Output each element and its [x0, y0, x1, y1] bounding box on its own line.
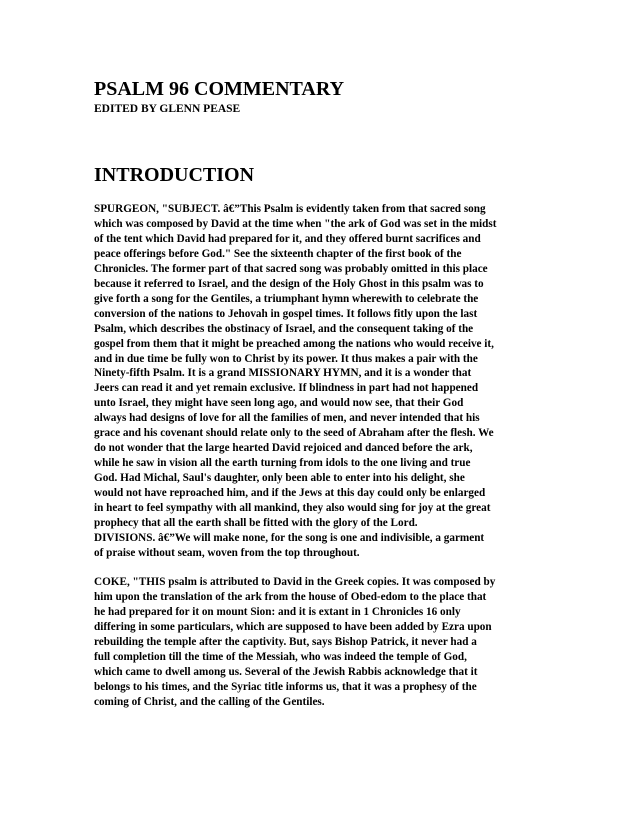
- paragraph-line: because it referred to Israel, and the design of the Holy Ghost in this psalm was to: [94, 277, 484, 290]
- paragraphs-container: [94, 202, 554, 709]
- paragraph-line: differing in some particulars, which are supposed to have been added by Ezra upon: [94, 620, 492, 633]
- paragraph-line: DIVISIONS. â€”We will make none, for the song is one and indivisible, a garment: [94, 531, 485, 544]
- document-page: [94, 78, 554, 709]
- paragraph-line: in heart to feel sympathy with all mankind, they also would sing for joy at the great: [94, 502, 491, 515]
- paragraph-line: which came to dwell among us. Several of the Jewish Rabbis acknowledge that it: [94, 665, 478, 678]
- paragraph-line: rebuilding the temple after the captivity. But, says Bishop Patrick, it never had a: [94, 635, 477, 648]
- paragraph-line: coming of Christ, and the calling of the Gentiles.: [94, 695, 325, 708]
- paragraph-line: Chronicles. The former part of that sacred song was probably omitted in this place: [94, 262, 488, 275]
- paragraph-line: always had designs of love for all the families of men, and never intended that his: [94, 412, 480, 425]
- paragraph-line: SPURGEON, "SUBJECT. â€”This Psalm is evidently taken from that sacred song: [94, 203, 486, 215]
- paragraph-line: full completion till the time of the Messiah, who was indeed the temple of God,: [94, 650, 467, 663]
- paragraph-line: do not wonder that the large hearted David rejoiced and danced before the ark,: [94, 442, 473, 455]
- paragraph-line: conversion of the nations to Jehovah in gospel times. It follows fitly upon the last: [94, 307, 478, 320]
- paragraph: [94, 575, 554, 710]
- paragraph-line: unto Israel, they might have seen long ago, and would now see, that their God: [94, 397, 464, 410]
- paragraph-line: would not have reproached him, and if the Jews at this day could only be enlarged: [94, 487, 486, 500]
- paragraph-line: peace offerings before God." See the sixteenth chapter of the first book of the: [94, 247, 462, 260]
- paragraph-line: gospel from them that it might be preached among the nations who would receive it,: [94, 337, 494, 350]
- paragraph-line: God. Had Michal, Saul's daughter, only been able to enter into his delight, she: [94, 472, 465, 485]
- paragraph-line: him upon the translation of the ark from the house of Obed-edom to the place that: [94, 590, 487, 603]
- paragraph-line: Psalm, which describes the obstinacy of Israel, and the consequent taking of the: [94, 322, 474, 335]
- paragraph-line: of the tent which David had prepared for it, and they offered burnt sacrifices and: [94, 232, 481, 245]
- paragraph: [94, 202, 554, 561]
- paragraph-line: Jeers can read it and yet remain exclusive. If blindness in part had not happened: [94, 382, 479, 395]
- paragraph-line: which was composed by David at the time when "the ark of God was set in the midst: [94, 217, 497, 230]
- paragraph-line: belongs to his times, and the Syriac title informs us, that it was a prophesy of the: [94, 680, 477, 693]
- paragraph-line: grace and his covenant should relate only to the seed of Abraham after the flesh. We: [94, 427, 494, 440]
- document-title: PSALM 96 COMMENTARY: [94, 78, 345, 100]
- paragraph-line: give forth a song for the Gentiles, a triumphant hymn wherewith to celebrate the: [94, 292, 479, 305]
- paragraph-line: he had prepared for it on mount Sion: and it is extant in 1 Chronicles 16 only: [94, 605, 461, 618]
- paragraph-line: COKE, "THIS psalm is attributed to David in the Greek copies. It was composed by: [94, 575, 496, 588]
- section-heading: INTRODUCTION: [94, 164, 255, 186]
- paragraph-line: prophecy that all the earth shall be fitted with the glory of the Lord.: [94, 517, 418, 530]
- document-editor: EDITED BY GLENN PEASE: [94, 103, 241, 115]
- paragraph-line: of praise without seam, woven from the top throughout.: [94, 546, 360, 559]
- paragraph-line: and in due time be fully won to Christ by its power. It thus makes a pair with the: [94, 352, 478, 365]
- paragraph-line: while he saw in vision all the earth turning from idols to the one living and true: [94, 457, 471, 470]
- paragraph-line: Ninety-fifth Psalm. It is a grand MISSIONARY HYMN, and it is a wonder that: [94, 367, 472, 380]
